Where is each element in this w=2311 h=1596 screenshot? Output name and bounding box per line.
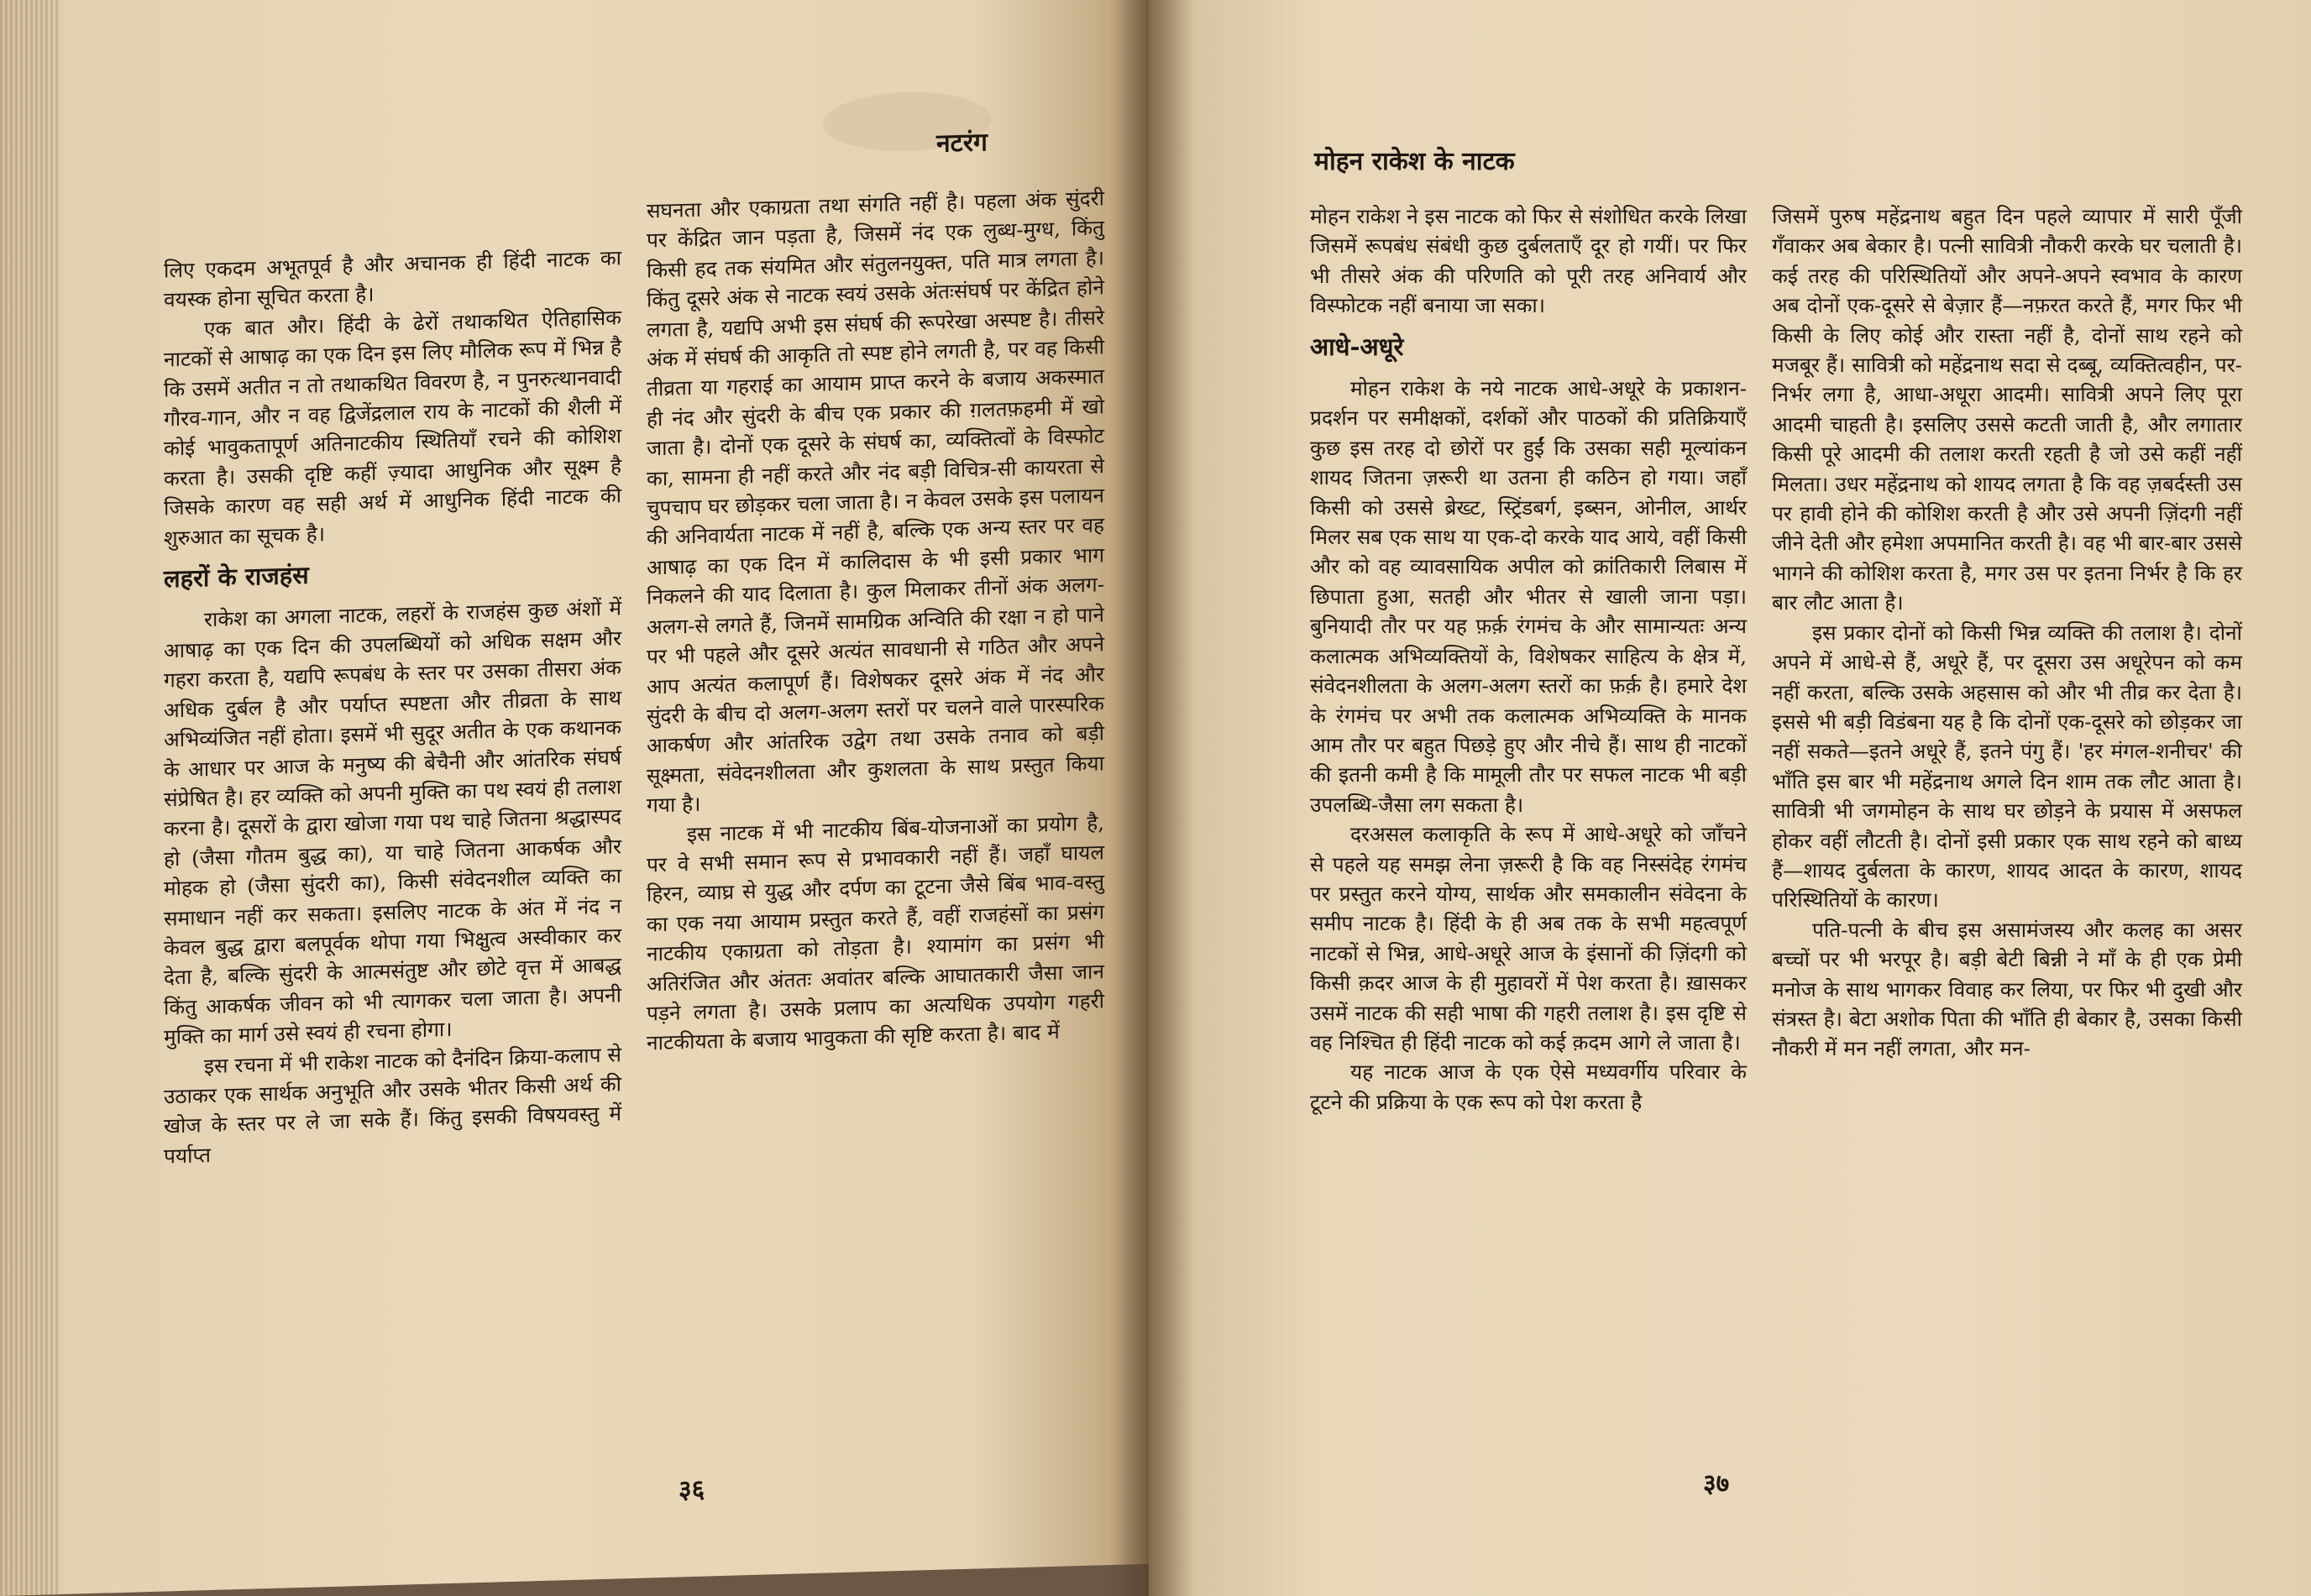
page-number-left: ३६ bbox=[679, 1474, 705, 1505]
left-page-column-1 bbox=[164, 243, 621, 1170]
paragraph: इस प्रकार दोनों को किसी भिन्न व्यक्ति की तलाश है। दोनों अपने में आधे-से हैं, अधूरे हैं, पर दूसरा उस अधूरेपन को कम नहीं करता, बल्कि उसके अहसास को और भी तीव्र कर देता है। इससे भी बड़ी विडंबना यह है कि दोनों एक-दूसरे को छोड़कर जा नहीं सकते—इतने अधूरे हैं, इतने पंगु हैं। 'हर मंगल-शनीचर' की भाँति इस बार भी महेंद्रनाथ अगले दिन शाम तक लौट आता है। सावित्री भी जगमोहन के साथ घर छोड़ने के प्रयास में असफल होकर वहीं लौटती है। दोनों इसी प्रकार एक साथ रहने को बाध्य हैं—शायद दुर्बलता के कारण, शायद आदत के कारण, शायद परिस्थितियों के कारण। bbox=[1772, 620, 2242, 913]
paragraph: सघनता और एकाग्रता तथा संगति नहीं है। पहला अंक सुंदरी पर केंद्रित जान पड़ता है, जिसमें नंद एक लुब्ध-मुग्ध, किंतु किसी हद तक संयमित और संतुलनयुक्त, पति मात्र लगता है। किंतु दूसरे अंक से नाटक स्वयं उसके अंतःसंघर्ष पर केंद्रित होने लगता है, यद्यपि अभी इस संघर्ष की रूपरेखा अस्पष्ट है। तीसरे अंक में संघर्ष की आकृति तो स्पष्ट होने लगती है, पर वह किसी तीव्रता या गहराई का आयाम प्राप्त करने के बजाय अकस्मात ही नंद और सुंदरी के बीच एक प्रकार की ग़लतफ़हमी में खो जाता है। दोनों एक दूसरे के संघर्ष का, व्यक्तित्वों के विस्फोट का, सामना ही नहीं करते और नंद बड़ी विचित्र-सी कायरता से चुपचाप घर छोड़कर चला जाता है। न केवल उसके इस पलायन की अनिवार्यता नाटक में नहीं है, बल्कि एक अन्य स्तर पर वह आषाढ़ का एक दिन में कालिदास के भी इसी प्रकार भाग निकलने की याद दिलाता है। कुल मिलाकर तीनों अंक अलग-अलग-से लगते हैं, जिनमें सामग्रिक अन्विति की रक्षा न हो पाने पर भी पहले और दूसरे अत्यंत सावधानी से गठित और अपने आप अत्यंत कलापूर्ण हैं। विशेषकर दूसरे अंक में नंद और सुंदरी के बीच दो अलग-अलग स्तरों पर चलने वाले पारस्परिक आकर्षण और आंतरिक उद्वेग तथा उसके तनाव को बड़ी सूक्ष्मता, संवेदनशीलता और कुशलता के साथ प्रस्तुत किया गया है। bbox=[647, 186, 1104, 818]
running-head-right: मोहन राकेश के नाटक bbox=[1314, 147, 1515, 176]
left-page-column-2 bbox=[647, 183, 1104, 1058]
paragraph: दरअसल कलाकृति के रूप में आधे-अधूरे को जाँचने से पहले यह समझ लेना ज़रूरी है कि वह निस्संदेह रंगमंच पर प्रस्तुत करने योग्य, सार्थक और समकालीन संवेदना के समीप नाटक है। हिंदी के ही अब तक के सभी महत्वपूर्ण नाटकों से भिन्न, आधे-अधूरे आज के इंसानों की ज़िंदगी को किसी क़दर आज के ही मुहावरों में पेश करता है। ख़ासकर उसमें नाटक की सही भाषा की गहरी तलाश है। इस दृष्टि से वह निश्चित ही हिंदी नाटक को कई क़दम आगे ले जाता है। bbox=[1310, 822, 1747, 1054]
paragraph: इस नाटक में भी नाटकीय बिंब-योजनाओं का प्रयोग है, पर वे सभी समान रूप से प्रभावकारी नहीं हैं। जहाँ घायल हिरन, व्याघ्र से युद्ध और दर्पण का टूटना जैसे बिंब भाव-वस्तु का एक नया आयाम प्रस्तुत करते हैं, वहीं राजहंसों का प्रसंग नाटकीय एकाग्रता को तोड़ता है। श्यामांग का प्रसंग भी अतिरंजित और अंततः अवांतर बल्कि आघातकारी जैसा जान पड़ने लगता है। उसके प्रलाप का अत्यधिक उपयोग गहरी नाटकीयता के बजाय भावुकता की सृष्टि करता है। बाद में bbox=[647, 809, 1104, 1055]
right-page-column-1 bbox=[1310, 201, 1747, 1117]
paragraph: मोहन राकेश के नये नाटक आधे-अधूरे के प्रकाशन-प्रदर्शन पर समीक्षकों, दर्शकों और पाठकों की प्रतिक्रियाएँ कुछ इस तरह दो छोरों पर हुईं कि उसका सही मूल्यांकन शायद जितना ज़रूरी था उतना ही कठिन हो गया। जहाँ किसी को उससे ब्रेख्ट, स्ट्रिंडबर्ग, इब्सन, ओनील, आर्थर मिलर सब एक साथ या एक-दो करके याद आये, वहीं किसी और को वह व्यावसायिक अपील को क्रांतिकारी लिबास में छिपाता हुआ, सतही और भीतर से खाली जाना पड़ा। बुनियादी तौर पर यह फ़र्क़ रंगमंच के और सामान्यतः अन्य कलात्मक अभिव्यक्तियों के, विशेषकर साहित्य के क्षेत्र में, संवेदनशीलता के अलग-अलग स्तरों का फ़र्क़ है। हमारे देश के रंगमंच पर अभी तक कलात्मक अभिव्यक्ति के मानक आम तौर पर बहुत पिछड़े हुए और नीचे हैं। साथ ही नाटकों की इतनी कमी है कि मामूली तौर पर सफल नाटक भी बड़ी उपलब्धि-जैसा लग सकता है। bbox=[1310, 376, 1747, 817]
book-gutter bbox=[1108, 0, 1192, 1596]
section-heading: आधे-अधूरे bbox=[1310, 332, 1404, 361]
paragraph: जिसमें पुरुष महेंद्रनाथ बहुत दिन पहले व्यापार में सारी पूँजी गँवाकर अब बेकार है। पत्नी सावित्री नौकरी करके घर चलाती है। कई तरह की परिस्थितियों और अपने-अपने स्वभाव के कारण अब दोनों एक-दूसरे से बेज़ार हैं—नफ़रत करते हैं, मगर फिर भी किसी के लिए कोई और रास्ता नहीं है, दोनों साथ रहने को मजबूर हैं। सावित्री को महेंद्रनाथ सदा से दब्बू, व्यक्तित्वहीन, पर-निर्भर लगा है, आधा-अधूरा आदमी। सावित्री अपने लिए पूरा आदमी चाहती है। इसलिए उससे कटती जाती है, और लगातार किसी पूरे आदमी की तलाश करती रहती है जो उसे कहीं नहीं मिलता। उधर महेंद्रनाथ को शायद लगता है कि वह ज़बर्दस्ती उस पर हावी होने की कोशिश करती है और उसे अपनी ज़िंदगी नहीं जीने देती और हमेशा अपमानित करती है। वह भी बार-बार उससे भागने की कोशिश करता है, मगर उस पर इतना निर्भर है कि हर बार लौट आता है। bbox=[1772, 204, 2242, 615]
page-number-right: ३७ bbox=[1703, 1469, 1730, 1499]
page-edges bbox=[0, 0, 59, 1596]
running-head-left: नटरंग bbox=[936, 128, 988, 159]
right-page bbox=[1149, 0, 2311, 1596]
paragraph: पति-पत्नी के बीच इस असामंजस्य और कलह का असर बच्चों पर भी भरपूर है। बड़ी बेटी बिन्नी ने माँ के ही एक प्रेमी मनोज के साथ भागकर विवाह कर लिया, पर फिर भी दुखी और संत्रस्त है। बेटा अशोक पिता की भाँति ही बेकार है, उसका किसी नौकरी में मन नहीं लगता, और मन- bbox=[1772, 917, 2242, 1061]
paragraph: यह नाटक आज के एक ऐसे मध्यवर्गीय परिवार के टूटने की प्रक्रिया के एक रूप को पेश करता है bbox=[1310, 1060, 1747, 1114]
paragraph: मोहन राकेश ने इस नाटक को फिर से संशोधित करके लिखा जिसमें रूपबंध संबंधी कुछ दुर्बलताएँ दूर हो गयीं। पर फिर भी तीसरे अंक की परिणति को पूरी तरह अनिवार्य और विस्फोटक नहीं बनाया जा सका। bbox=[1310, 204, 1747, 318]
right-page-column-2 bbox=[1772, 201, 2242, 1064]
paragraph: इस रचना में भी राकेश नाटक को दैनंदिन क्रिया-कलाप से उठाकर एक सार्थक अनुभूति और उसके भीतर किसी अर्थ की खोज के स्तर पर ले जा सके हैं। किंतु इसकी विषयवस्तु में पर्याप्त bbox=[164, 1041, 621, 1169]
paragraph: लिए एकदम अभूतपूर्व है और अचानक ही हिंदी नाटक का वयस्क होना सूचित करता है। bbox=[164, 245, 621, 312]
paragraph: एक बात और। हिंदी के ढेरों तथाकथित ऐतिहासिक नाटकों से आषाढ़ का एक दिन इस लिए मौलिक रूप में भिन्न है कि उसमें अतीत न तो तथाकथित विवरण है, न पुनरुत्थानवादी गौरव-गान, और न वह द्विजेंद्रलाल राय के नाटकों की शैली में कोई भावुकतापूर्ण अतिनाटकीय स्थितियाँ रचने की कोशिश करता है। उसकी दृष्टि कहीं ज़्यादा आधुनिक और सूक्ष्म है जिसके कारण वह सही अर्थ में आधुनिक हिंदी नाटक की शुरुआत का सूचक है। bbox=[164, 305, 621, 551]
section-heading: लहरों के राजहंस bbox=[164, 560, 309, 594]
paragraph: राकेश का अगला नाटक, लहरों के राजहंस कुछ अंशों में आषाढ़ का एक दिन की उपलब्धियों को अधिक सक्षम और गहरा करता है, यद्यपि रूपबंध के स्तर पर उसका तीसरा अंक अधिक दुर्बल है और पर्याप्त स्पष्टता और तीव्रता के साथ अभिव्यंजित नहीं होता। इसमें भी सुदूर अतीत के एक कथानक के आधार पर आज के मनुष्य की बेचैनी और आंतरिक संघर्ष संप्रेषित है। हर व्यक्ति को अपनी मुक्ति का पथ स्वयं ही तलाश करना है। दूसरों के द्वारा खोजा गया पथ चाहे जितना श्रद्धास्पद हो (जैसा गौतम बुद्ध का), या चाहे जितना आकर्षक और मोहक हो (जैसा सुंदरी का), किसी संवेदनशील व्यक्ति का समाधान नहीं कर सकता। इसलिए नाटक के अंत में नंद न केवल बुद्ध द्वारा बलपूर्वक थोपा गया भिक्षुत्व अस्वीकार कर देता है, बल्कि सुंदरी के आत्मसंतुष्ट और छोटे वृत्त में आबद्ध किंतु आकर्षक जीवन को भी त्यागकर चला जाता है। अपनी मुक्ति का मार्ग उसे स्वयं ही रचना होगा। bbox=[164, 595, 621, 1049]
left-page bbox=[0, 0, 1149, 1596]
